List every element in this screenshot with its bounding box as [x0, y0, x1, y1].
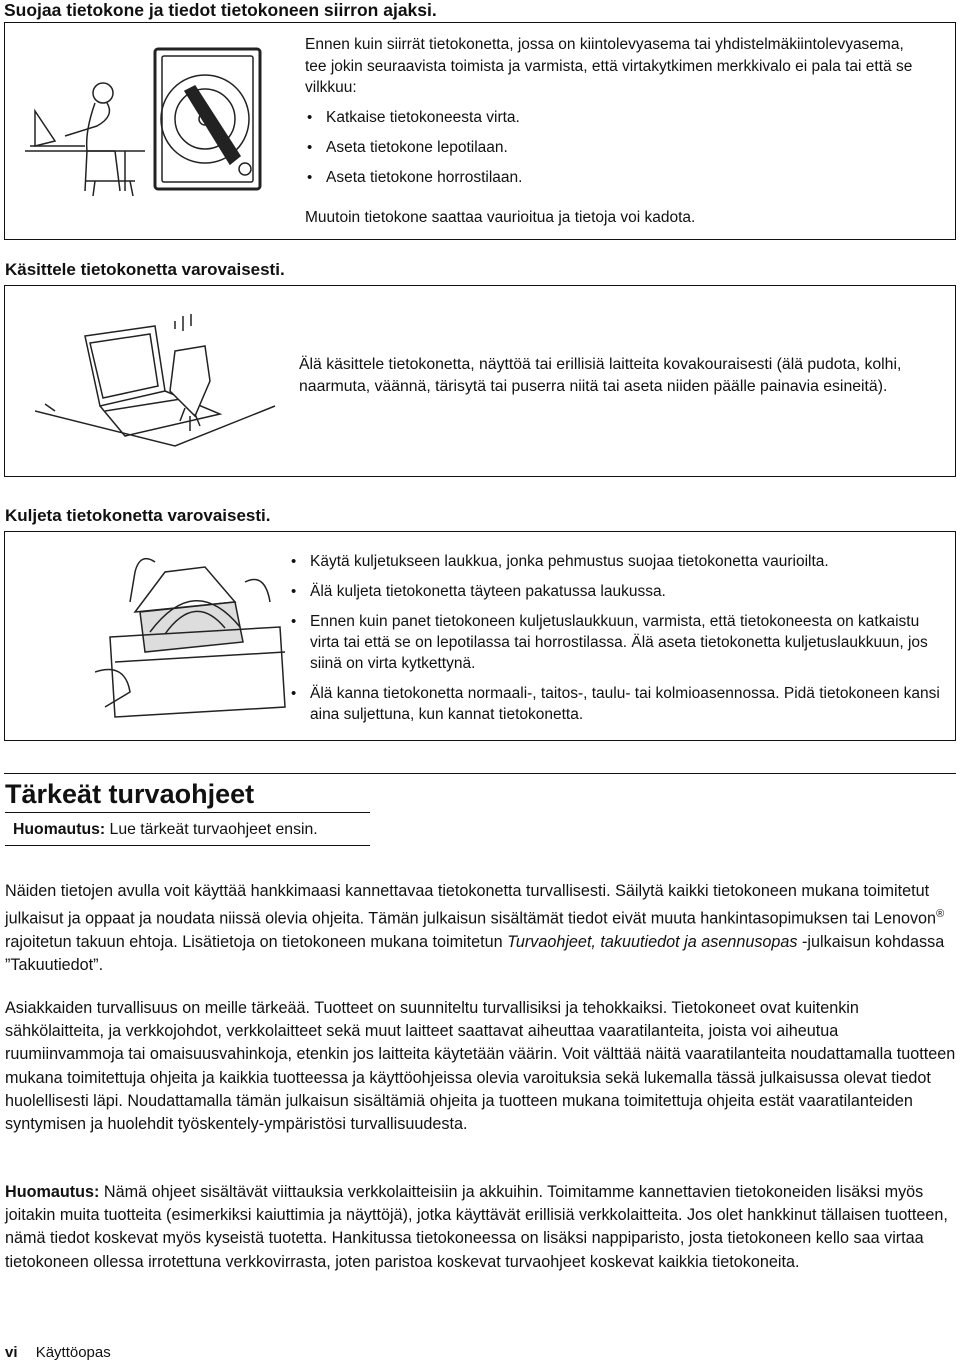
note-text: Lue tärkeät turvaohjeet ensin. — [105, 821, 318, 838]
page-footer — [5, 1344, 111, 1361]
moving-bullet-list — [305, 107, 925, 188]
carry-bullet-list — [289, 551, 949, 725]
handle-text: Älä käsittele tietokonetta, näyttöä tai erillisiä laitteita kovakouraisesti (älä pudota, kolhi, naarmuta, väännä, tärisytä tai puserra niitä tai aseta niiden päälle painavia esineitä). — [299, 356, 902, 395]
list-item: • Älä kuljeta tietokonetta täyteen pakatussa laukussa. — [289, 581, 949, 602]
paragraph-note: Huomautus: Nämä ohjeet sisältävät viittauksia verkkolaitteisiin ja akkuihin. Toimitamme kannettavien tietokoneiden lisäksi myös joitakin muita tuotteita (esimerkiksi kaiuttimia ja näyttöjä), jotka käyttävät erillisiä verkkolaitteita. Jos olet hankkinut tällaisen tuotteen, nämä tiedot koskevat myös kyseistä tuotetta. Hankitussa tietokoneessa on lisäksi nappiparisto, josta tietokoneen kello saa virtaa tietokoneen ollessa irrotettuna verkkovirrasta, joten paristoa koskevat turvaohjeet koskevat kaikkia tietokoneita. — [5, 1183, 948, 1271]
page-number: vi — [5, 1344, 18, 1361]
chapter-note — [5, 812, 370, 846]
paragraph-intro: Näiden tietojen avulla voit käyttää hankkimaasi kannettavaa tietokonetta turvallisesti. Säilytä kaikki tietokoneen mukana toimitetut julkaisut ja oppaat ja noudata niissä olevia ohjeita. Tämän julkaisun sisältämät tiedot eivät muuta hankintasopimuksen tai Lenovon® rajoitetun takuun ehtoja. Lisätietoja on tietokoneen mukana toimitetun Turvaohjeet, takuutiedot ja asennusopas -julkaisun kohdassa ”Takuutiedot”. — [5, 882, 945, 974]
notice-box-handle — [4, 285, 956, 477]
list-item: • Ennen kuin panet tietokoneen kuljetuslaukkuun, varmista, että tietokoneesta on katkaistu virta tai että se on lepotilassa tai horrostilassa. Älä aseta tietokonetta kuljetuslaukkuun, jos siinä on virta kytkettynä. — [289, 611, 949, 674]
paragraph-safety: Asiakkaiden turvallisuus on meille tärkeää. Tuotteet on suunniteltu turvallisiksi ja tehokkaiksi. Tietokoneet ovat kuitenkin sähkölaitteita, ja verkkojohdot, verkkolaitteet sekä muut laitteet saattavat aiheuttaa vaaratilanteita, joista voi aiheutua ruumiinvammoja tai omaisuusvahinkoja, etenkin jos laitteita käytetään väärin. Voit välttää näitä vaaratilanteita noudattamalla tuotteen mukana toimitettuja ohjeita ja kaikkia tuotteessa ja käyttöohjeissa olevia varoituksia sekä lukemalla tässä julkaisussa olevat tiedot huolellisesti läpi. Noudattamalla tämän julkaisun sisältämiä ohjeita ja tuotteen mukana toimitettuja ohjeita estät vaaratilanteiden syntymisen ja huolehdit työskentely-ympäristösi turvallisuudesta. — [5, 999, 956, 1134]
section-heading-carry: Kuljeta tietokonetta varovaisesti. — [5, 506, 271, 525]
moving-outro-text: Muutoin tietokone saattaa vaurioitua ja tietoja voi kadota. — [305, 209, 696, 226]
notice-box-carry — [4, 531, 956, 741]
section-heading-protect: Suojaa tietokone ja tiedot tietokoneen siirron ajaksi. — [4, 0, 437, 20]
chapter-title: Tärkeät turvaohjeet — [5, 779, 255, 809]
dropped-laptop-illustration — [35, 296, 285, 466]
person-at-desk-illustration — [25, 31, 285, 196]
laptop-bag-illustration — [95, 542, 295, 722]
moving-intro-text: Ennen kuin siirrät tietokonetta, jossa on kiintolevyasema tai yhdistelmäkiintolevyasema, tee jokin seuraavista toimista ja varmista, että virtakytkimen merkkivalo ei pala tai että se vilkkuu: — [305, 36, 913, 96]
document-title: Käyttöopas — [35, 1344, 111, 1361]
notice-box-moving — [4, 22, 956, 240]
list-item: • Aseta tietokone horrostilaan. — [305, 167, 925, 188]
list-item: • Älä kanna tietokonetta normaali-, taitos-, taulu- tai kolmioasennossa. Pidä tietokoneen kansi aina suljettuna, kun kannat tietokonetta. — [289, 683, 949, 725]
list-item: • Aseta tietokone lepotilaan. — [305, 137, 925, 158]
list-item: • Katkaise tietokoneesta virta. — [305, 107, 925, 128]
list-item: • Käytä kuljetukseen laukkua, jonka pehmustus suojaa tietokonetta vaurioilta. — [289, 551, 949, 572]
note-label: Huomautus: — [13, 821, 106, 838]
note-label: Huomautus: — [5, 1183, 100, 1201]
section-heading-handle: Käsittele tietokonetta varovaisesti. — [5, 260, 285, 279]
chapter-rule — [4, 773, 956, 774]
